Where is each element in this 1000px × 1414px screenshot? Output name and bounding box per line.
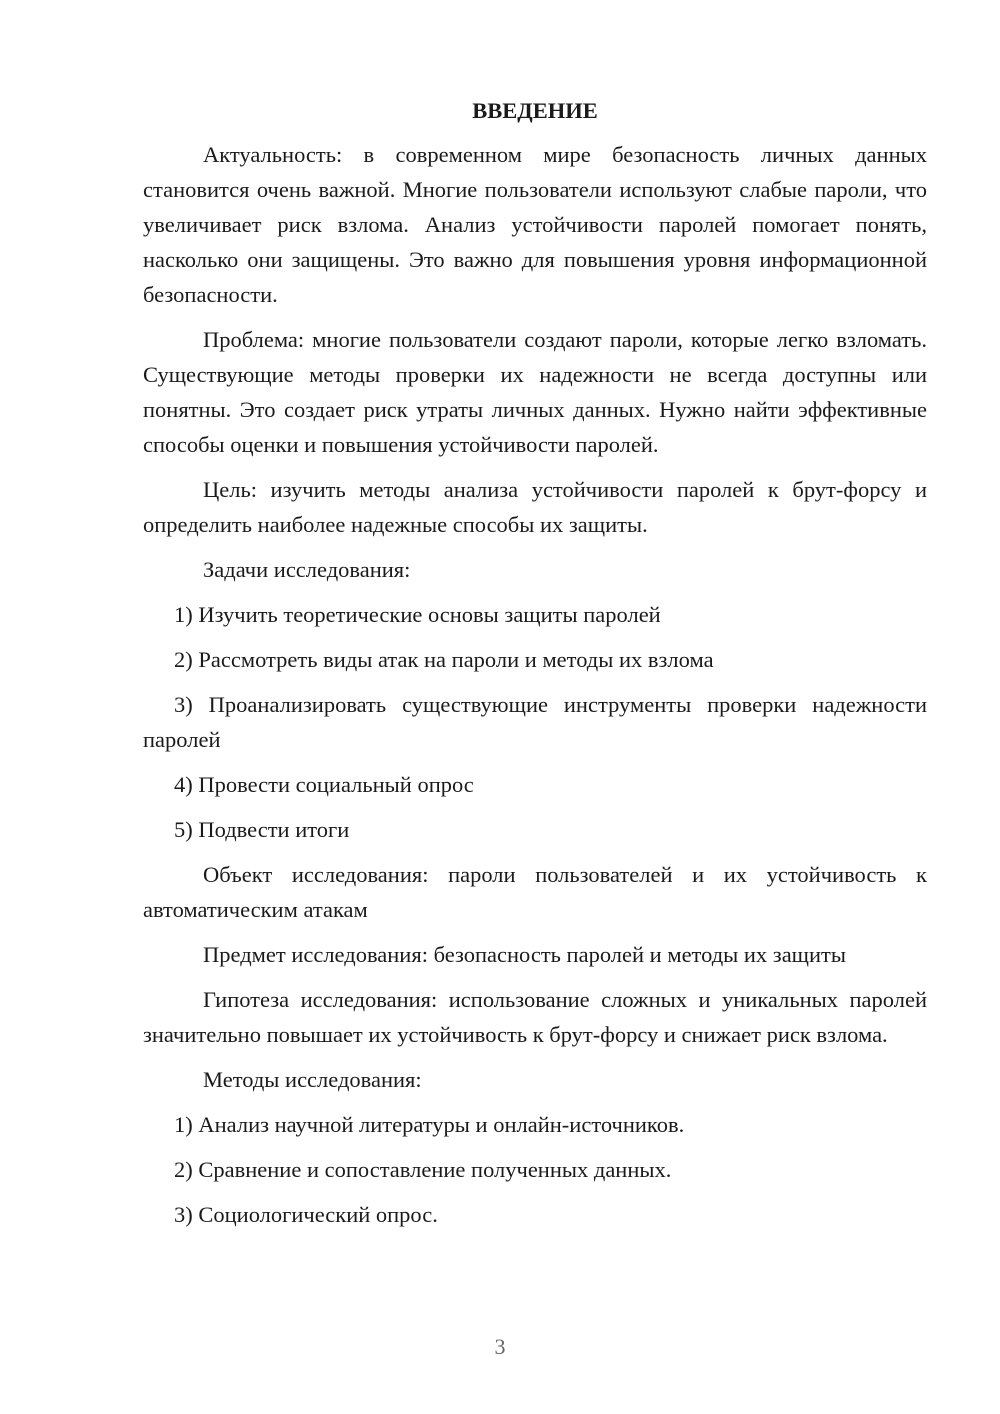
paragraph-relevance: Актуальность: в современном мире безопасность личных данных становится очень важной. Многие пользователи используют слабые пароли, что увеличивает риск взлома. Анализ устойчивости паролей помогает понять, насколько они защищены. Это важно для повышения уровня информационной безопасности.	[143, 142, 927, 307]
section-heading: ВВЕДЕНИЕ	[472, 98, 598, 123]
method-item-1: 1) Анализ научной литературы и онлайн-источников.	[174, 1112, 685, 1137]
paragraph-hypothesis: Гипотеза исследования: использование сложных и уникальных паролей значительно повышает их устойчивость к брут-форсу и снижает риск взлома.	[143, 987, 927, 1047]
task-item-4: 4) Провести социальный опрос	[174, 772, 474, 797]
page-number: 3	[494, 1334, 506, 1359]
methods-title: Методы исследования:	[203, 1067, 422, 1092]
paragraph-problem: Проблема: многие пользователи создают пароли, которые легко взломать. Существующие методы проверки их надежности не всегда доступны или понятны. Это создает риск утраты личных данных. Нужно найти эффективные способы оценки и повышения устойчивости паролей.	[143, 327, 927, 457]
tasks-title: Задачи исследования:	[203, 557, 411, 582]
task-item-1: 1) Изучить теоретические основы защиты паролей	[174, 602, 661, 627]
task-item-5: 5) Подвести итоги	[174, 817, 350, 842]
task-item-3: 3) Проанализировать существующие инструменты проверки надежности паролей	[143, 692, 927, 752]
paragraph-object: Объект исследования: пароли пользователей и их устойчивость к автоматическим атакам	[143, 862, 927, 922]
method-item-3: 3) Социологический опрос.	[174, 1202, 438, 1227]
task-item-2: 2) Рассмотреть виды атак на пароли и методы их взлома	[174, 647, 714, 672]
method-item-2: 2) Сравнение и сопоставление полученных данных.	[174, 1157, 672, 1182]
paragraph-goal: Цель: изучить методы анализа устойчивости паролей к брут-форсу и определить наиболее надежные способы их защиты.	[143, 477, 927, 537]
paragraph-subject: Предмет исследования: безопасность паролей и методы их защиты	[203, 942, 846, 967]
document-page	[143, 95, 927, 1242]
